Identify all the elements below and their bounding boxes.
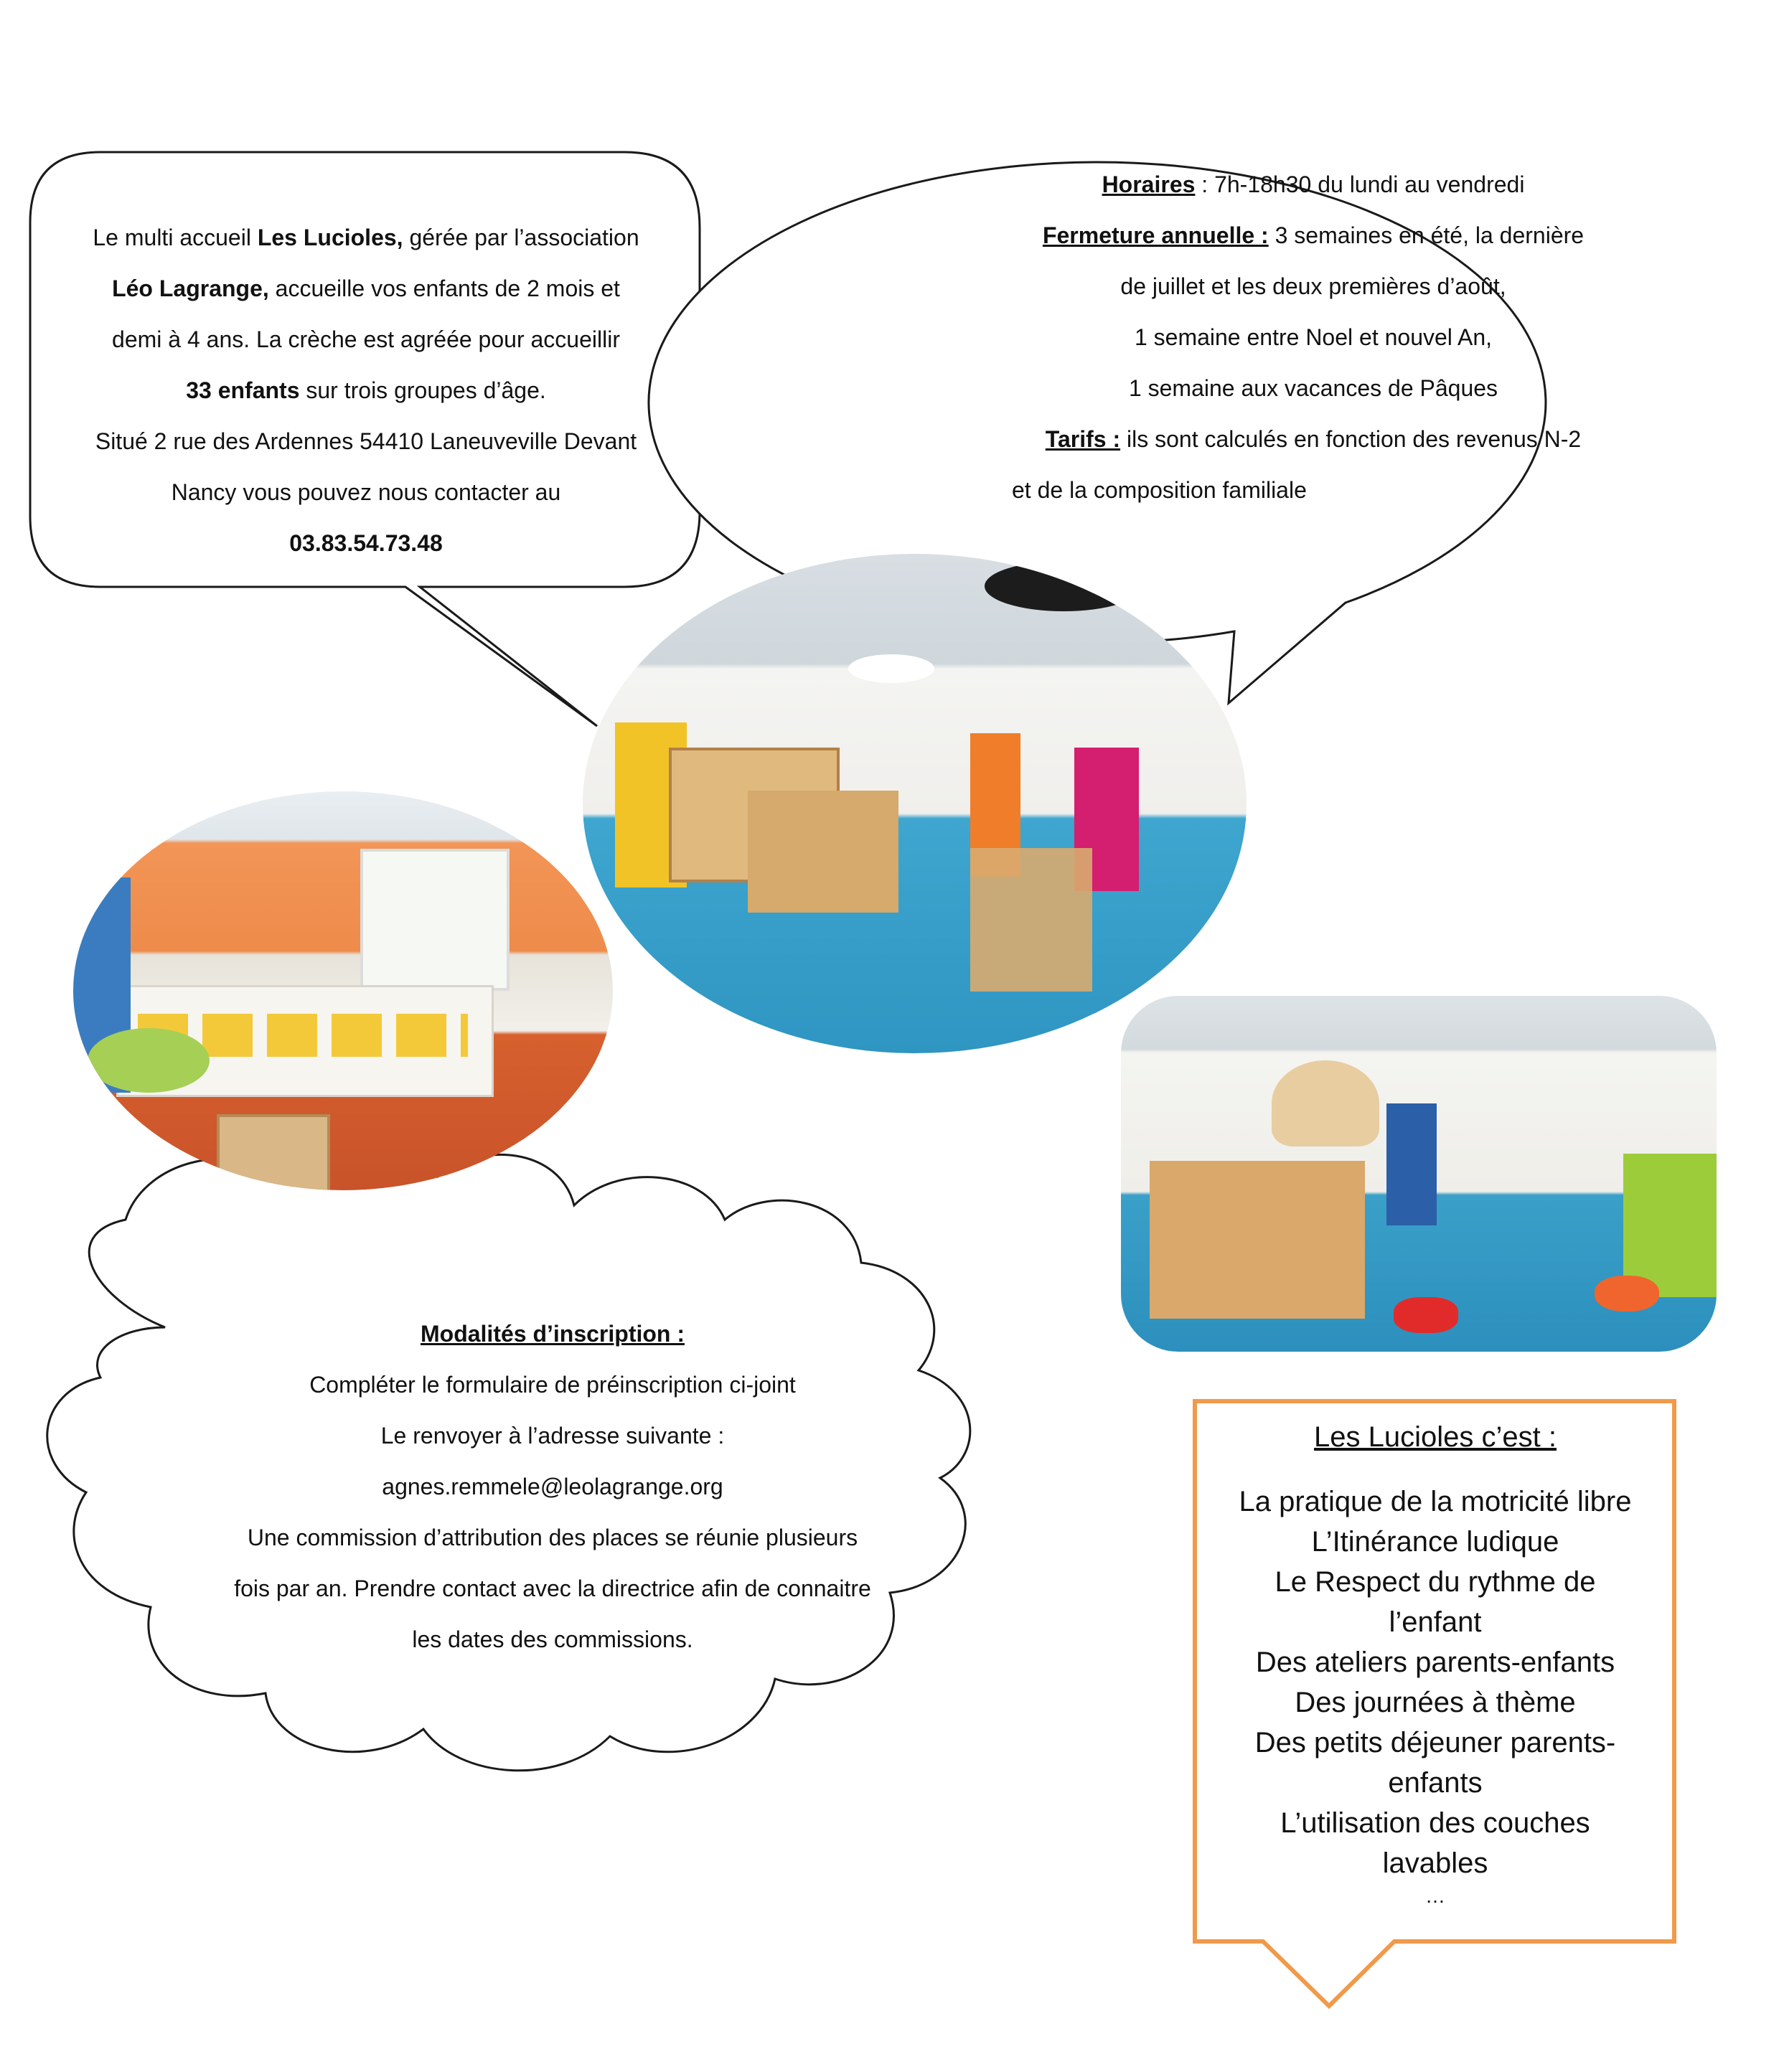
inscription-line-5: les dates des commissions. — [412, 1626, 693, 1652]
inscription-line-4: fois par an. Prendre contact avec la directrice afin de connaitre — [234, 1576, 871, 1601]
feature-item: enfants — [1388, 1767, 1483, 1799]
inscription-title: Modalités d’inscription : — [420, 1321, 685, 1347]
inscription-line-1: Compléter le formulaire de préinscription ci-joint — [309, 1372, 796, 1398]
inscription-line-2: Le renvoyer à l’adresse suivante : — [380, 1423, 725, 1449]
features-title: Les Lucioles c’est : — [1314, 1421, 1557, 1453]
feature-item: L’Itinérance ludique — [1311, 1526, 1559, 1558]
wooden-slide — [748, 791, 898, 913]
closing-line-2: de juillet et les deux premières d’août, — [1120, 273, 1506, 299]
closing-line-1: Fermeture annuelle : 3 semaines en été, la dernière — [1042, 222, 1585, 248]
ceiling-dark-circle — [985, 561, 1142, 611]
green-table — [88, 1028, 210, 1093]
tarifs-line-2: et de la composition familiale — [1012, 477, 1307, 503]
inscription-line-3: Une commission d’attribution des places se réunie plusieurs — [247, 1525, 858, 1550]
feature-item: L’utilisation des couches — [1280, 1807, 1590, 1839]
tarifs-line-1: Tarifs : ils sont calculés en fonction des revenus N-2 — [1045, 426, 1582, 452]
feature-item: lavables — [1382, 1847, 1488, 1879]
red-toy — [1394, 1297, 1458, 1333]
wooden-giraffe — [970, 848, 1092, 992]
photo-bambins-room — [1121, 996, 1717, 1352]
phone-number: 03.83.54.73.48 — [289, 530, 443, 556]
intro-line-4: 33 enfants sur trois groupes d’âge. — [186, 377, 546, 403]
blue-door — [1386, 1103, 1437, 1225]
feature-item: Des ateliers parents-enfants — [1255, 1647, 1615, 1678]
feature-item: Le Respect du rythme de — [1275, 1566, 1596, 1598]
photo-playroom-center — [583, 554, 1247, 1053]
tree-decoration — [1272, 1060, 1379, 1146]
feature-item: Des petits déjeuner parents- — [1254, 1727, 1616, 1758]
hours-bubble-text — [954, 159, 1672, 516]
intro-bubble-text — [43, 212, 689, 569]
intro-line-5: Situé 2 rue des Ardennes 54410 Laneuveville Devant — [95, 428, 637, 454]
hours-line: Horaires : 7h-18h30 du lundi au vendredi — [1102, 171, 1525, 197]
window-light — [360, 849, 510, 991]
intro-line-6: Nancy vous pouvez nous contacter au — [171, 479, 561, 505]
inscription-cloud-text — [122, 1309, 983, 1665]
wooden-slides — [1150, 1161, 1365, 1319]
photo-activity-room — [73, 791, 613, 1190]
closing-line-4: 1 semaine aux vacances de Pâques — [1128, 375, 1498, 401]
feature-item: La pratique de la motricité libre — [1239, 1486, 1632, 1517]
feature-item: Des journées à thème — [1295, 1687, 1576, 1718]
inscription-email[interactable]: agnes.remmele@leolagrange.org — [382, 1474, 723, 1499]
wooden-box — [217, 1114, 330, 1190]
ceiling-light — [848, 654, 934, 683]
intro-line-3: demi à 4 ans. La crèche est agréée pour accueillir — [112, 326, 620, 352]
features-box-text — [1202, 1417, 1668, 1909]
intro-line-1: Le multi accueil Les Lucioles, gérée par l’association — [93, 225, 639, 250]
feature-item: … — [1425, 1885, 1445, 1907]
orange-toy — [1595, 1276, 1659, 1312]
feature-item: l’enfant — [1389, 1606, 1482, 1638]
intro-line-2: Léo Lagrange, accueille vos enfants de 2 mois et — [112, 276, 620, 301]
closing-line-3: 1 semaine entre Noel et nouvel An, — [1134, 324, 1493, 350]
